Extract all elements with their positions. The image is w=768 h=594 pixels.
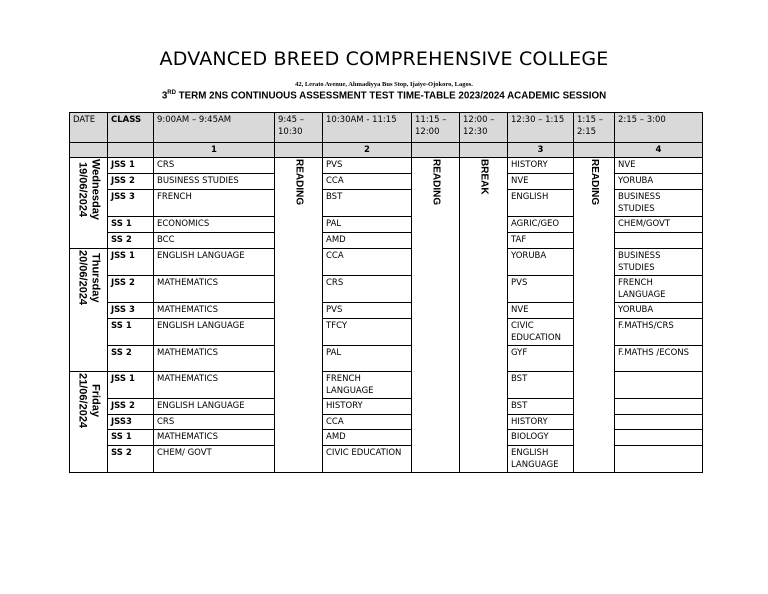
paper-number-4: 4: [615, 143, 703, 158]
period-4-subject: BUSINESS STUDIES: [615, 190, 703, 217]
class-cell: JSS 1: [108, 249, 154, 276]
day-date-label: [76, 159, 102, 220]
period-4-subject: F.MATHS/CRS: [615, 319, 703, 346]
paper-number-blank: [412, 143, 460, 158]
break-label: READING: [430, 159, 442, 206]
subtitle-term-suffix: RD: [167, 90, 176, 96]
day-name: Wednesday: [89, 159, 102, 220]
header-period-3: 12:30 – 1:15: [508, 113, 574, 143]
period-3-subject: CIVIC EDUCATION: [508, 319, 574, 346]
period-2-subject: BST: [323, 190, 412, 217]
period-3-subject: PVS: [508, 276, 574, 303]
period-1-subject: FRENCH: [154, 190, 275, 217]
header-period-1: 9:00AM – 9:45AM: [154, 113, 275, 143]
period-3-subject: ENGLISH LANGUAGE: [508, 446, 574, 473]
class-cell: JSS 1: [108, 372, 154, 399]
paper-number-blank: [460, 143, 508, 158]
period-2-subject: AMD: [323, 430, 412, 446]
header-break-1: 9:45 – 10:30: [275, 113, 323, 143]
header-break-4: 1:15 – 2:15: [574, 113, 615, 143]
class-cell: SS 1: [108, 319, 154, 346]
period-2-subject: CCA: [323, 415, 412, 430]
period-4-subject: [615, 233, 703, 249]
period-4-subject: F.MATHS /ECONS: [615, 346, 703, 372]
period-1-subject: MATHEMATICS: [154, 346, 275, 372]
class-cell: JSS 3: [108, 303, 154, 319]
class-cell: JSS 3: [108, 190, 154, 217]
day-date-cell: [70, 158, 108, 249]
period-2-subject: PVS: [323, 303, 412, 319]
period-3-subject: TAF: [508, 233, 574, 249]
period-2-subject: HISTORY: [323, 399, 412, 415]
paper-number-1: 1: [154, 143, 275, 158]
period-3-subject: NVE: [508, 303, 574, 319]
class-cell: JSS3: [108, 415, 154, 430]
header-date: DATE: [70, 113, 108, 143]
header-period-2: 10:30AM - 11:15: [323, 113, 412, 143]
break-label: BREAK: [478, 159, 490, 195]
period-4-subject: [615, 415, 703, 430]
period-1-subject: ECONOMICS: [154, 217, 275, 233]
paper-number-2: 2: [323, 143, 412, 158]
day-date-cell: [70, 249, 108, 372]
subtitle-text: TERM 2NS CONTINUOUS ASSESSMENT TEST TIME-TABLE 2023/2024 ACADEMIC SESSION: [175, 90, 607, 102]
period-3-subject: NVE: [508, 174, 574, 190]
period-4-subject: [615, 446, 703, 473]
period-1-subject: CRS: [154, 158, 275, 174]
period-3-subject: YORUBA: [508, 249, 574, 276]
paper-number-blank: [275, 143, 323, 158]
period-4-subject: CHEM/GOVT: [615, 217, 703, 233]
period-4-subject: YORUBA: [615, 174, 703, 190]
period-3-subject: AGRIC/GEO: [508, 217, 574, 233]
class-cell: JSS 2: [108, 399, 154, 415]
period-1-subject: ENGLISH LANGUAGE: [154, 249, 275, 276]
paper-number-blank: [70, 143, 108, 158]
period-2-subject: PVS: [323, 158, 412, 174]
day-date: 20/06/2024: [76, 250, 89, 306]
class-cell: SS 1: [108, 430, 154, 446]
period-1-subject: BCC: [154, 233, 275, 249]
header-period-4: 2:15 – 3:00: [615, 113, 703, 143]
day-date: 21/06/2024: [76, 373, 89, 429]
period-1-subject: MATHEMATICS: [154, 372, 275, 399]
period-4-subject: FRENCH LANGUAGE: [615, 276, 703, 303]
day-date-cell: [70, 372, 108, 473]
break-label: READING: [293, 159, 305, 206]
timetable-subtitle: [0, 90, 768, 101]
subtitle-term-number: 3: [161, 90, 168, 102]
period-3-subject: GYF: [508, 346, 574, 372]
day-date-label: [76, 373, 102, 428]
period-1-subject: ENGLISH LANGUAGE: [154, 319, 275, 346]
break-column-b2: [412, 158, 460, 473]
day-date-label: [76, 250, 102, 305]
school-address: 42, Lerato Avenue, Ahmadiyya Bus Stop, Ijaiye-Ojokoro, Lagos.: [295, 81, 473, 88]
period-1-subject: MATHEMATICS: [154, 276, 275, 303]
period-3-subject: BIOLOGY: [508, 430, 574, 446]
period-3-subject: HISTORY: [508, 158, 574, 174]
class-cell: JSS 2: [108, 174, 154, 190]
period-2-subject: CCA: [323, 249, 412, 276]
class-cell: SS 1: [108, 217, 154, 233]
class-cell: JSS 2: [108, 276, 154, 303]
period-3-subject: ENGLISH: [508, 190, 574, 217]
paper-number-row: [70, 143, 703, 158]
period-1-subject: CHEM/ GOVT: [154, 446, 275, 473]
period-2-subject: FRENCH LANGUAGE: [323, 372, 412, 399]
header-break-3: 12:00 – 12:30: [460, 113, 508, 143]
period-4-subject: NVE: [615, 158, 703, 174]
period-4-subject: [615, 372, 703, 399]
break-column-b1: [275, 158, 323, 473]
school-title: ADVANCED BREED COMPREHENSIVE COLLEGE: [159, 48, 609, 70]
break-column-b4: [574, 158, 615, 473]
period-2-subject: CCA: [323, 174, 412, 190]
class-cell: SS 2: [108, 233, 154, 249]
period-3-subject: HISTORY: [508, 415, 574, 430]
header-class: CLASS: [108, 113, 154, 143]
period-1-subject: ENGLISH LANGUAGE: [154, 399, 275, 415]
header-row: [70, 113, 703, 143]
period-2-subject: CIVIC EDUCATION: [323, 446, 412, 473]
paper-number-blank: [108, 143, 154, 158]
period-2-subject: AMD: [323, 233, 412, 249]
period-1-subject: MATHEMATICS: [154, 430, 275, 446]
period-3-subject: BST: [508, 399, 574, 415]
period-4-subject: BUSINESS STUDIES: [615, 249, 703, 276]
paper-number-blank: [574, 143, 615, 158]
day-name: Friday: [89, 384, 102, 418]
day-name: Thursday: [89, 252, 102, 303]
class-cell: JSS 1: [108, 158, 154, 174]
period-4-subject: [615, 399, 703, 415]
break-column-b3: [460, 158, 508, 473]
day-date: 19/06/2024: [76, 161, 89, 217]
paper-number-3: 3: [508, 143, 574, 158]
period-4-subject: YORUBA: [615, 303, 703, 319]
class-cell: SS 2: [108, 446, 154, 473]
table-row: [70, 158, 703, 174]
period-3-subject: BST: [508, 372, 574, 399]
header-break-2: 11:15 – 12:00: [412, 113, 460, 143]
break-label: READING: [589, 159, 600, 206]
period-1-subject: CRS: [154, 415, 275, 430]
period-1-subject: BUSINESS STUDIES: [154, 174, 275, 190]
period-1-subject: MATHEMATICS: [154, 303, 275, 319]
timetable: [69, 112, 703, 473]
class-cell: SS 2: [108, 346, 154, 372]
period-2-subject: TFCY: [323, 319, 412, 346]
period-2-subject: PAL: [323, 346, 412, 372]
period-2-subject: PAL: [323, 217, 412, 233]
period-2-subject: CRS: [323, 276, 412, 303]
period-4-subject: [615, 430, 703, 446]
